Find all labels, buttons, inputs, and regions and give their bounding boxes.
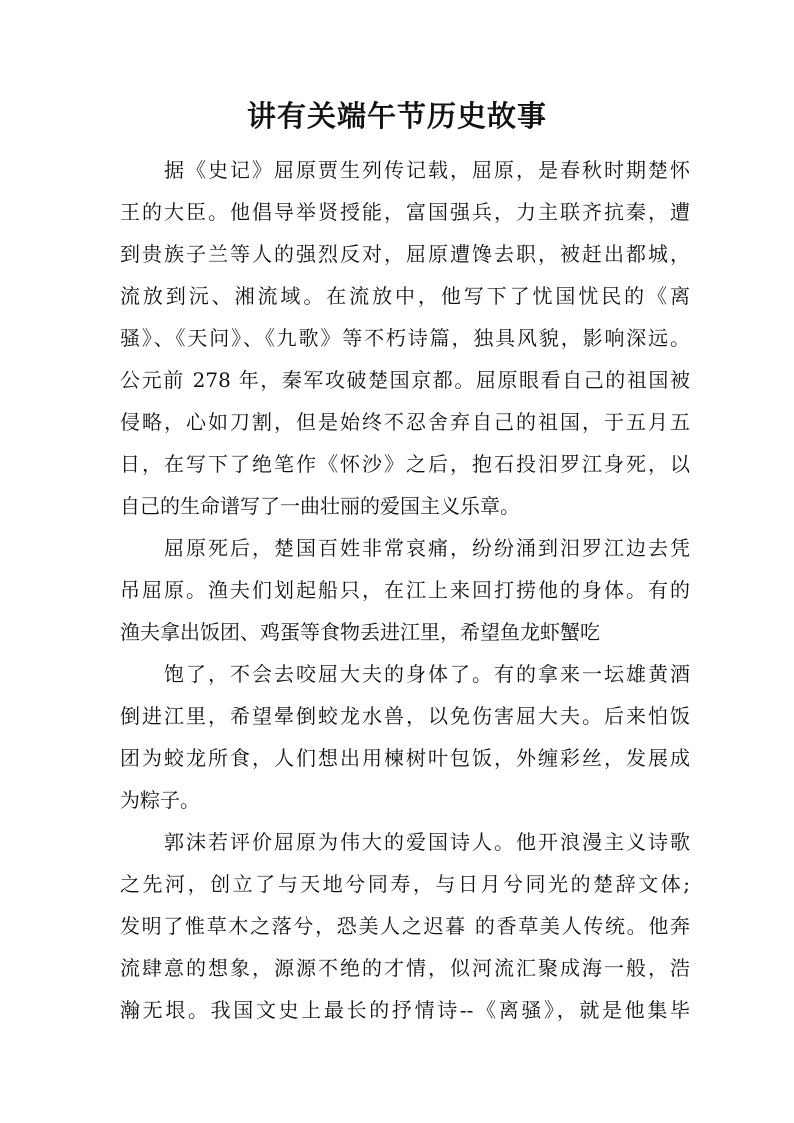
paragraph-line: 到贵族子兰等人的强烈反对，屈原遭馋去职，被赶出都城， [120, 242, 690, 266]
paragraph-line: 吊屈原。渔夫们划起船只，在江上来回打捞他的身体。有的 [120, 578, 690, 602]
paragraph-line: 瀚无垠。我国文史上最长的抒情诗--《离骚》，就是他集毕 [120, 998, 690, 1022]
paragraph-line: 之先河，创立了与天地兮同寿，与日月兮同光的楚辞文体; [120, 872, 690, 896]
paragraph-line: 自己的生命谱写了一曲壮丽的爱国主义乐章。 [120, 494, 520, 518]
paragraph-line: 日，在写下了绝笔作《怀沙》之后，抱石投汨罗江身死，以 [120, 452, 690, 476]
paragraph-line: 发明了惟草木之落兮，恐美人之迟暮 的香草美人传统。他奔 [120, 914, 690, 938]
paragraph-line: 流放到沅、湘流域。在流放中，他写下了忧国忧民的《离 [120, 284, 690, 308]
paragraph-line: 侵略，心如刀割，但是始终不忍舍弃自己的祖国，于五月五 [120, 410, 690, 434]
paragraph-line: 团为蛟龙所食，人们想出用楝树叶包饭，外缠彩丝，发展成 [120, 746, 690, 770]
paragraph-line: 饱了，不会去咬屈大夫的身体了。有的拿来一坛雄黄酒 [164, 662, 690, 686]
paragraph-line: 公元前 278 年，秦军攻破楚国京都。屈原眼看自己的祖国被 [120, 368, 690, 392]
paragraph-line: 渔夫拿出饭团、鸡蛋等食物丢进江里，希望鱼龙虾蟹吃 [120, 620, 600, 644]
paragraph-line: 屈原死后，楚国百姓非常哀痛，纷纷涌到汨罗江边去凭 [164, 536, 690, 560]
paragraph-line: 郭沫若评价屈原为伟大的爱国诗人。他开浪漫主义诗歌 [164, 830, 690, 854]
paragraph-line: 为粽子。 [120, 788, 200, 812]
paragraph-line: 流肆意的想象，源源不绝的才情，似河流汇聚成海一般，浩 [120, 956, 690, 980]
paragraph-line: 据《史记》屈原贾生列传记载，屈原，是春秋时期楚怀 [164, 158, 690, 182]
paragraph-line: 骚》、《天问》、《九歌》等不朽诗篇，独具风貌，影响深远。 [120, 326, 690, 350]
document-title: 讲有关端午节历史故事 [246, 99, 547, 133]
paragraph-line: 倒进江里，希望晕倒蛟龙水兽，以免伤害屈大夫。后来怕饭 [120, 704, 690, 728]
paragraph-line: 王的大臣。他倡导举贤授能，富国强兵，力主联齐抗秦，遭 [120, 200, 690, 224]
